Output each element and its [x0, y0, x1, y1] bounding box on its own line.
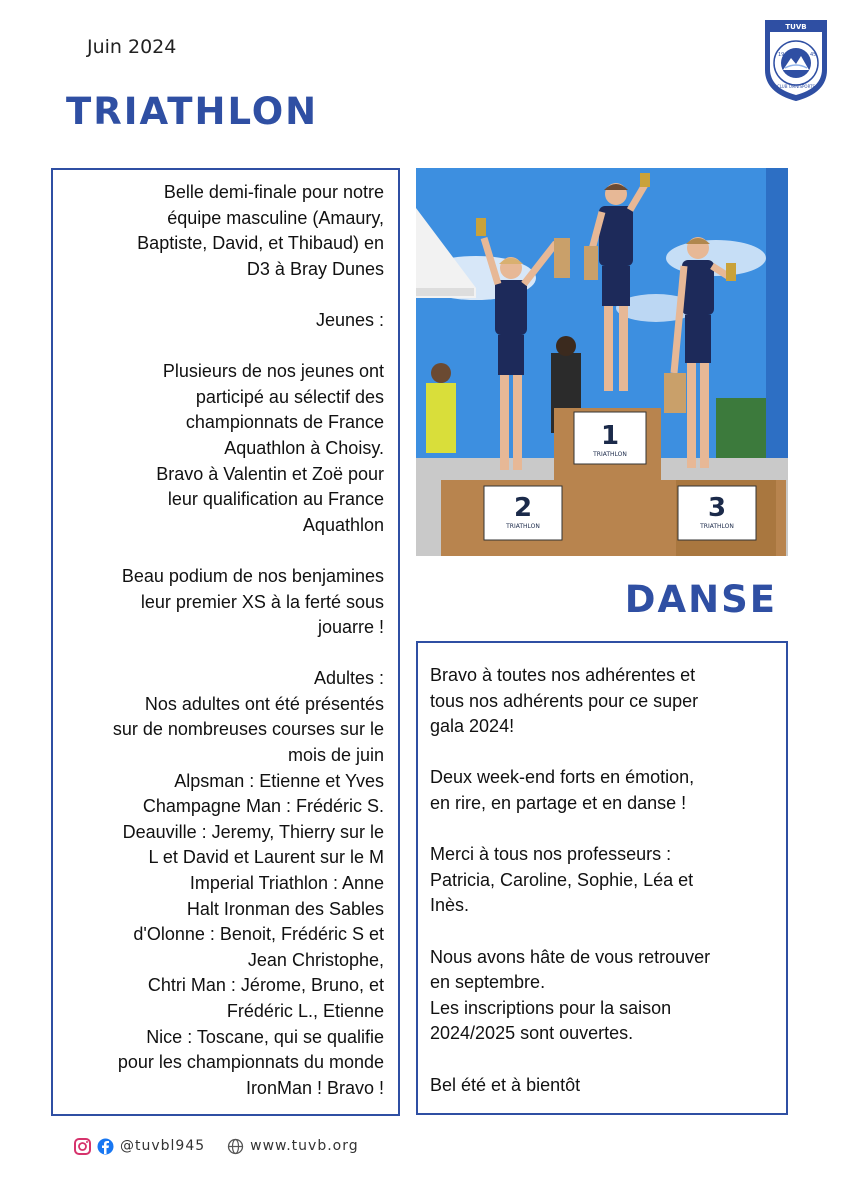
- triathlon-paragraph: Plusieurs de nos jeunes ont participé au sélectif des championnats de France Aquathlon à Choisy. Bravo à Valentin et Zoë pour leur qualification au France Aquathlon: [156, 361, 384, 535]
- podium-label-2: TRIATHLON: [506, 523, 540, 530]
- danse-paragraph: Bravo à toutes nos adhérentes et tous nos adhérents pour ce super gala 2024!: [430, 665, 699, 737]
- instagram-icon[interactable]: [74, 1138, 91, 1155]
- globe-icon: [227, 1138, 244, 1155]
- danse-paragraph: Merci à tous nos professeurs : Patricia, Caroline, Sophie, Léa et Inès.: [430, 844, 694, 916]
- danse-text-box: [416, 641, 788, 1115]
- triathlon-paragraph: Beau podium de nos benjamines leur premier XS à la ferté sous jouarre !: [121, 565, 384, 638]
- podium-label-1: TRIATHLON: [593, 451, 627, 458]
- danse-paragraph: Nous avons hâte de vous retrouver en septembre. Les inscriptions pour la saison 2024/2025 sont ouvertes.: [430, 946, 711, 1044]
- logo-subtitle: CLUB OMNISPORTS: [776, 84, 816, 89]
- triathlon-text-box: [51, 168, 400, 1116]
- logo-year-right: 45: [810, 52, 817, 58]
- social-handle[interactable]: @tuvbl945: [120, 1138, 206, 1154]
- podium-number-2: 2: [513, 493, 533, 523]
- triathlon-paragraph: Jeunes :: [315, 309, 384, 330]
- podium-label-3: TRIATHLON: [700, 523, 734, 530]
- logo-year-left: 19: [778, 52, 785, 58]
- issue-date: Juin 2024: [87, 36, 177, 58]
- footer: [74, 1135, 359, 1157]
- podium-number-3: 3: [707, 493, 727, 523]
- danse-paragraph: Bel été et à bientôt: [430, 1074, 581, 1095]
- podium-number-1: 1: [600, 421, 620, 451]
- logo-text: TUVB: [785, 23, 807, 31]
- triathlon-paragraph: Adultes : Nos adultes ont été présentés sur de nombreuses courses sur le mois de juin Alpsman : Etienne et Yves Champagne Man : Frédéric S. Deauville : Jeremy, Thierry sur le L et David et Laurent sur le M Imperial Triathlon : Anne Halt Ironman des Sables d'Olonne : Benoit, Frédéric S et Jean Christophe, Chtri Man : Jérome, Bruno, et Frédéric L., Etienne Nice : Toscane, qui se qualifie pour les championnats du monde IronMan ! Bravo !: [112, 668, 384, 1098]
- club-logo: [763, 18, 829, 102]
- facebook-icon[interactable]: [97, 1138, 114, 1155]
- website-link[interactable]: www.tuvb.org: [250, 1138, 359, 1154]
- danse-paragraph: Deux week-end forts en émotion, en rire, en partage et en danse !: [430, 767, 695, 813]
- triathlon-paragraph: Belle demi-finale pour notre équipe masculine (Amaury, Baptiste, David, et Thibaud) en D3 à Bray Dunes: [137, 182, 384, 279]
- triathlon-title: TRIATHLON: [66, 90, 319, 133]
- danse-title: DANSE: [624, 578, 777, 621]
- podium-photo: [416, 168, 788, 556]
